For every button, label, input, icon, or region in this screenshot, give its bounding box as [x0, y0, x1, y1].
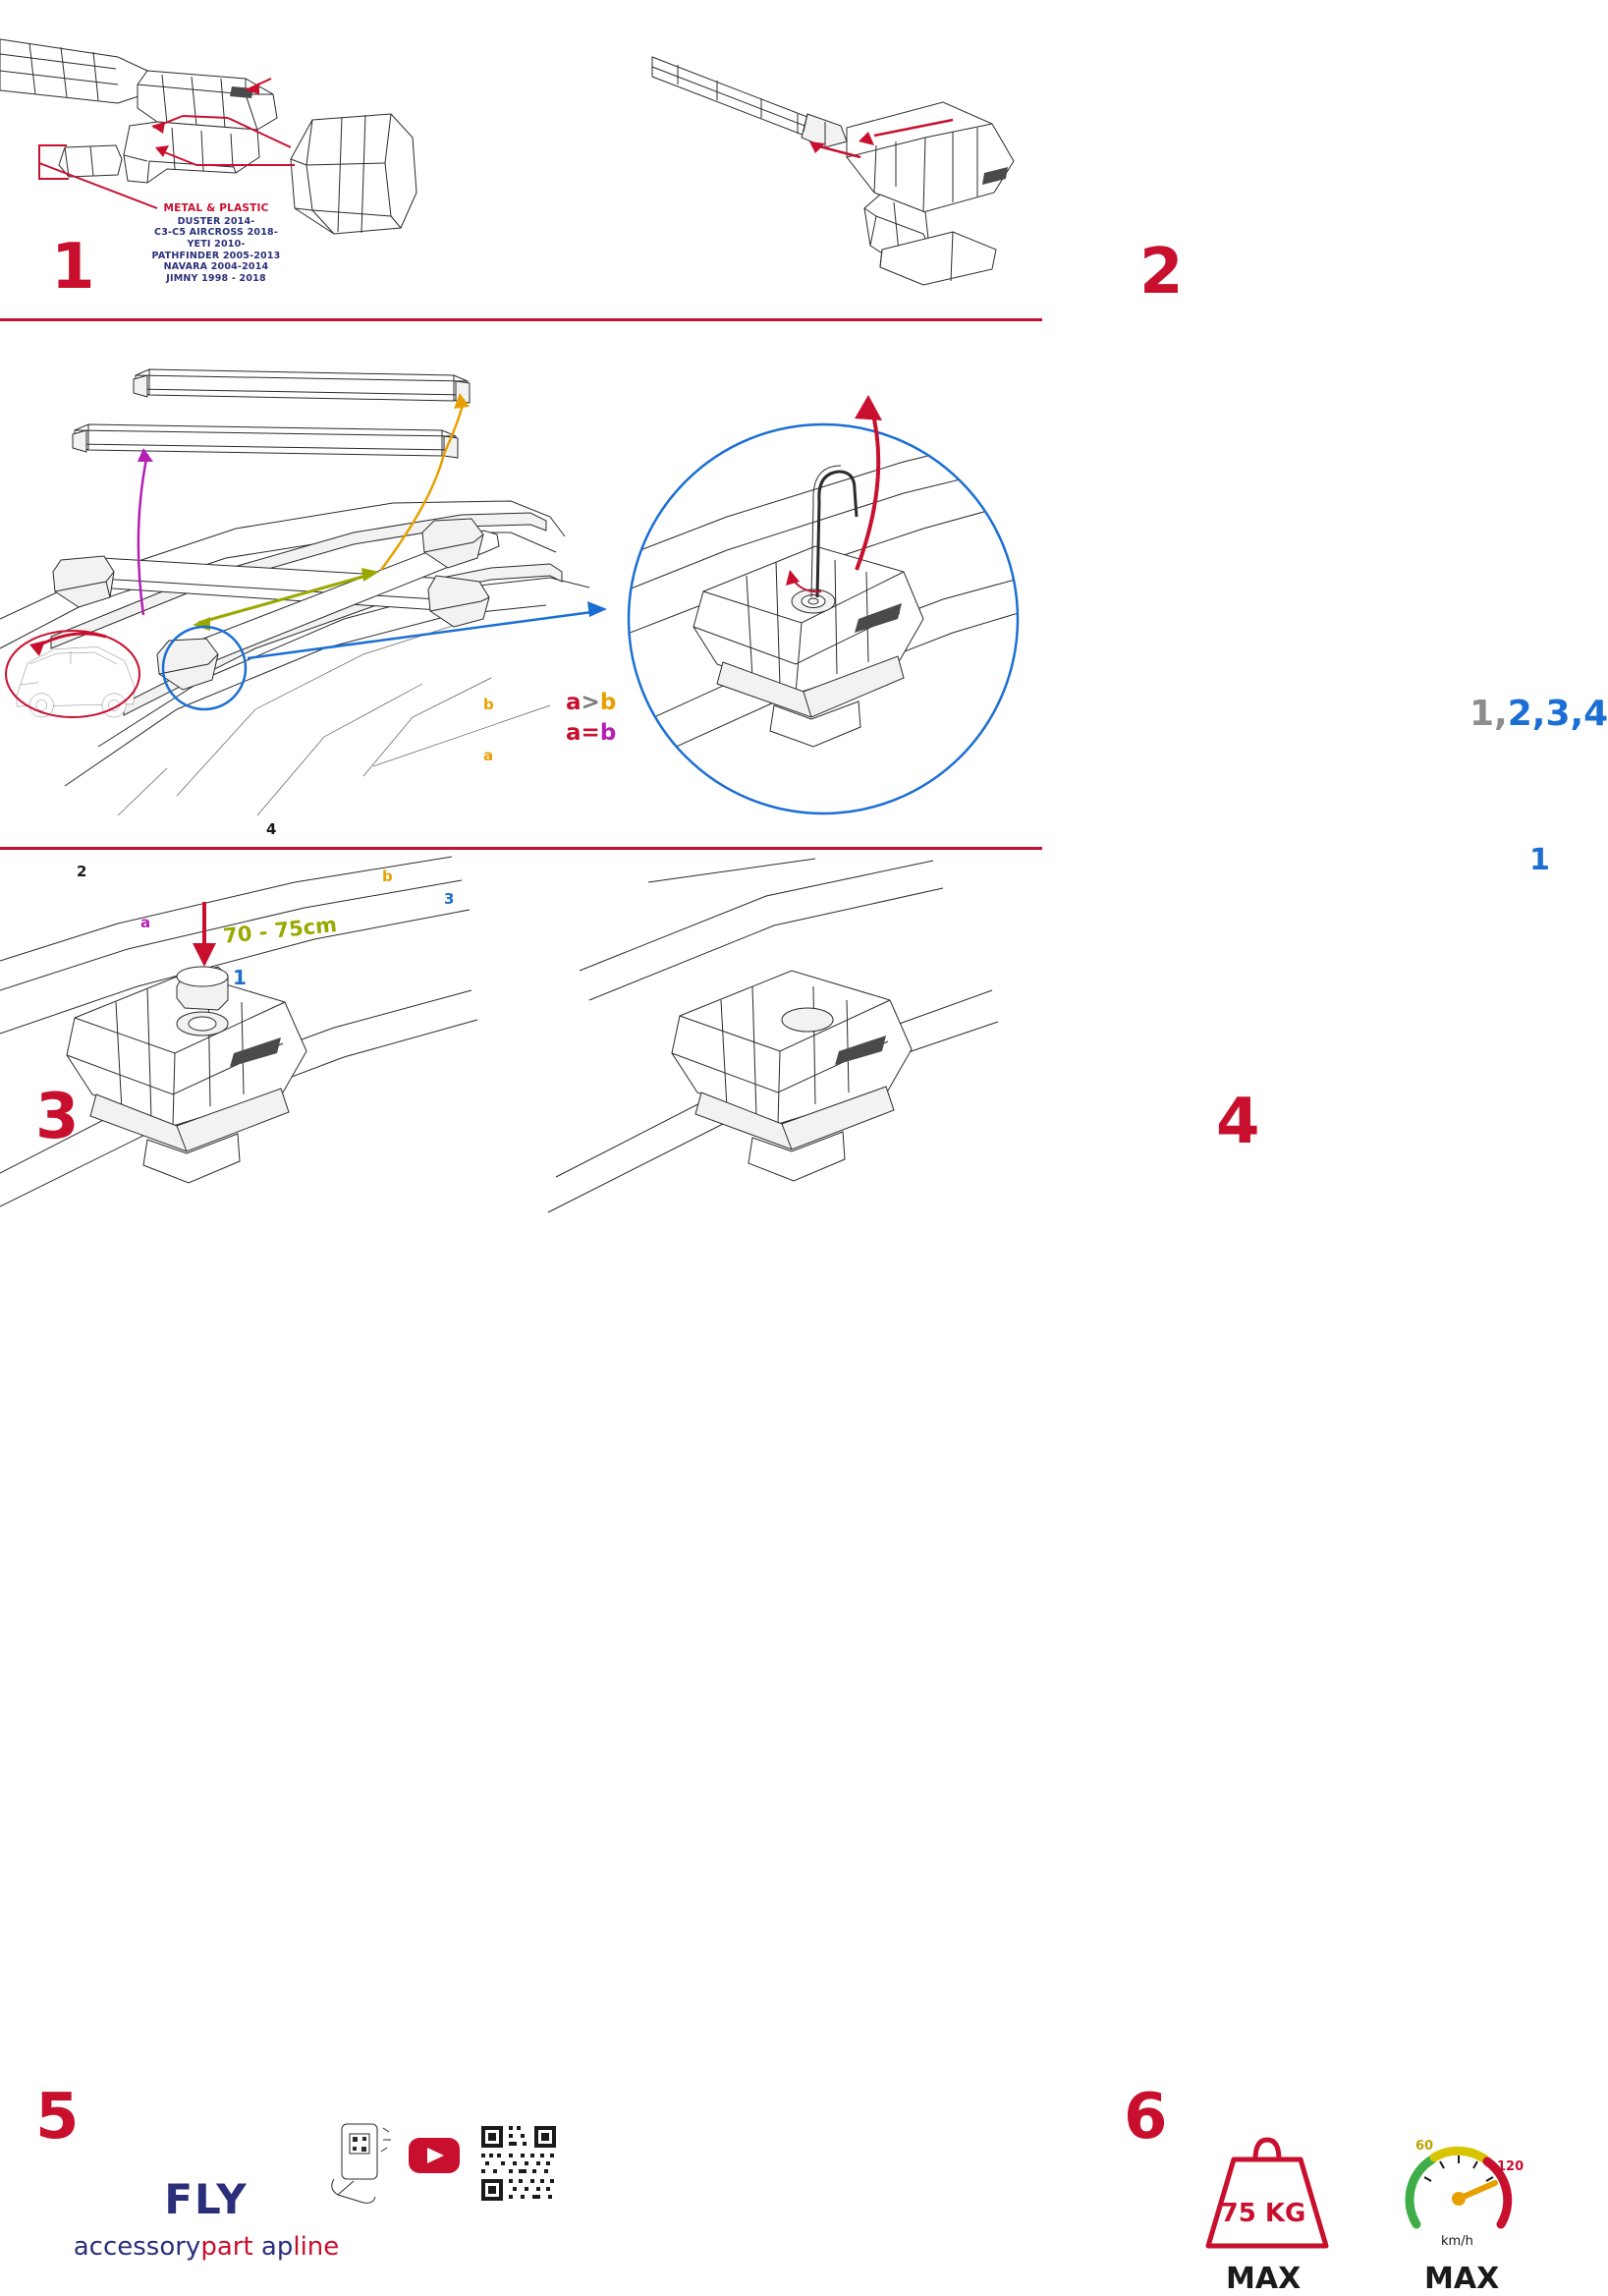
step-number-4: 4 [1216, 1086, 1258, 1158]
brand-subtitle [59, 2234, 354, 2260]
step-3-illustration [0, 324, 609, 843]
gauge-min-value: 60 [1415, 2139, 1434, 2154]
compatibility-vehicle: C3-C5 AIRCROSS 2018- [154, 227, 278, 239]
marker-bar-3: 3 [444, 890, 455, 908]
compatibility-list [118, 202, 314, 284]
legend-b: b [599, 720, 617, 747]
brand-part: part [200, 2232, 253, 2262]
compatibility-vehicle: NAVARA 2004-2014 [163, 261, 269, 273]
step-3-panel [0, 324, 617, 1153]
compatibility-vehicle: PATHFINDER 2005-2013 [151, 250, 281, 261]
gauge-unit-label: km/h [1441, 2234, 1473, 2249]
step-number-2: 2 [1139, 236, 1182, 308]
compatibility-vehicle: DUSTER 2014- [177, 215, 255, 227]
step-5-panel [0, 853, 521, 2262]
youtube-icon [409, 2138, 460, 2173]
marker-a-top: a [483, 747, 494, 764]
brand-ap: ap [260, 2232, 294, 2262]
compatibility-title: METAL & PLASTIC [163, 202, 269, 214]
sequence-rest: 2,3,4 [1507, 694, 1608, 734]
legend-a: a [566, 720, 582, 747]
legend-operator-gt: > [581, 690, 600, 715]
marker-b-top: b [483, 696, 494, 713]
step-4-illustration [609, 324, 1042, 843]
tighten-sequence-label [1469, 694, 1608, 734]
marker-a-low: a [140, 914, 151, 931]
distance-label: 70 - 75cm [222, 912, 339, 949]
marker-b-low: b [382, 868, 393, 885]
max-speed-label: MAX [1424, 2262, 1500, 2296]
step-5-illustration [0, 853, 521, 1246]
brand-block [59, 2175, 354, 2262]
brand-line: line [293, 2232, 340, 2262]
compatibility-vehicle: YETI 2010- [187, 238, 246, 250]
step-number-1: 1 [51, 231, 93, 304]
legend-operator-eq: = [581, 720, 600, 747]
compatibility-vehicle: JIMNY 1998 - 2018 [166, 272, 266, 284]
legend-b: b [599, 690, 617, 715]
sequence-first: 1, [1469, 694, 1508, 734]
step-4-callout-1: 1 [1529, 843, 1550, 877]
step-number-5: 5 [35, 2081, 78, 2154]
brand-accessory: accessory [73, 2232, 201, 2262]
section-divider-2 [0, 847, 1042, 850]
media-icons-row [324, 2120, 580, 2209]
step-4-panel [609, 324, 1608, 1158]
step-6-panel [521, 853, 1525, 2296]
max-weight-icon [1198, 2130, 1336, 2258]
step-6-illustration [521, 853, 1042, 1246]
marker-bar-4: 4 [266, 820, 277, 838]
step-1-panel [0, 0, 530, 314]
brand-name: FLY [164, 2175, 249, 2223]
max-weight-label: MAX [1226, 2262, 1302, 2296]
qr-code-icon [479, 2124, 558, 2203]
gauge-max-value: 120 [1497, 2159, 1525, 2174]
step-2-panel [530, 0, 1182, 314]
step-number-3: 3 [35, 1081, 78, 1153]
section-divider-1 [0, 318, 1042, 321]
marker-detail-1: 1 [233, 966, 247, 989]
max-weight-value: 75 KG [1220, 2199, 1306, 2228]
qr-scan-phone-icon [332, 2124, 391, 2203]
legend-a: a [566, 690, 582, 715]
step-2-illustration [530, 0, 1042, 314]
step-number-6: 6 [1124, 2081, 1166, 2154]
marker-bar-2: 2 [77, 863, 87, 880]
